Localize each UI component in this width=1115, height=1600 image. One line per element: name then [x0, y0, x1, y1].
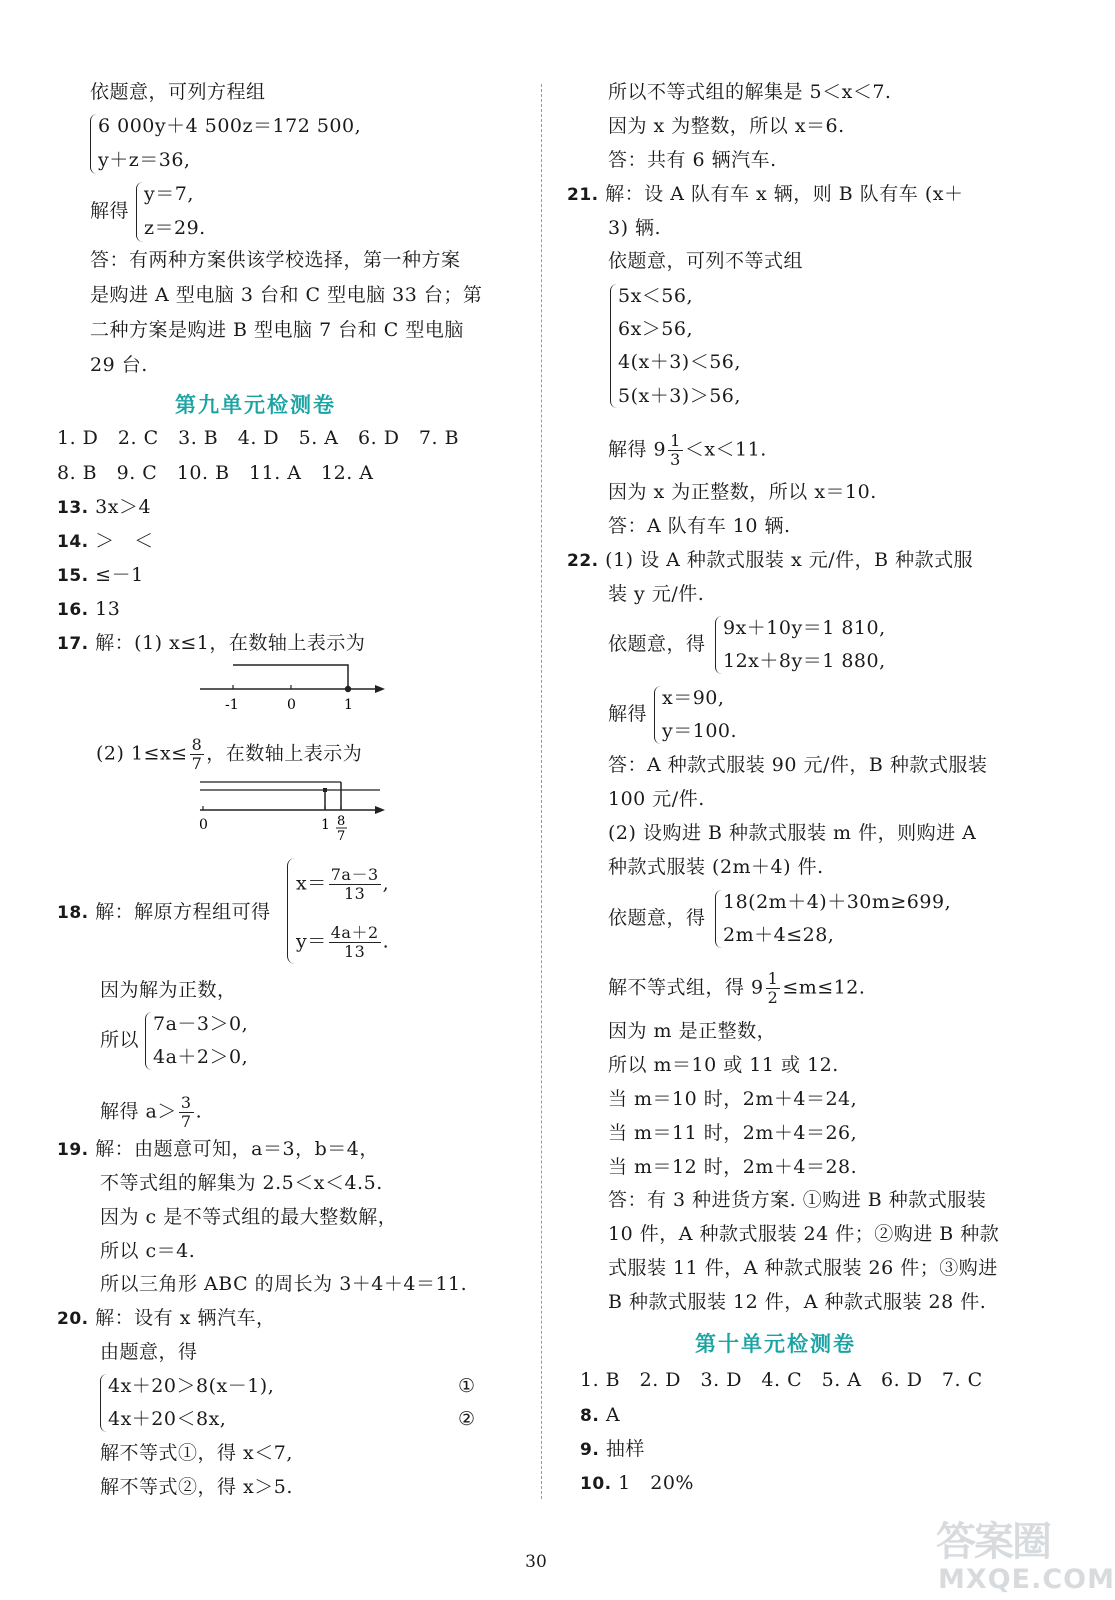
text-line: 答：A 队有车 10 辆. — [608, 515, 791, 537]
text: 解：设 A 队有车 x 辆，则 B 队有车 (x＋ — [605, 183, 964, 205]
question-22 — [567, 548, 973, 573]
numerator: 4a＋2 — [330, 923, 379, 942]
question-15 — [57, 563, 144, 588]
inequality: 18(2m＋4)＋30m≥699, — [723, 891, 952, 913]
question-20 — [57, 1306, 275, 1331]
equation: y＝100. — [662, 720, 738, 742]
question-9 — [580, 1437, 645, 1462]
denominator: 3 — [670, 450, 681, 469]
question-number: 8. — [580, 1406, 600, 1426]
question-17-part2 — [96, 736, 362, 773]
question-16 — [57, 597, 120, 622]
text-line: 100 元/件. — [608, 788, 705, 810]
equation: x＝90, — [662, 687, 725, 709]
text: 解得 9 — [608, 438, 667, 461]
tick-label: 0 — [199, 817, 208, 833]
inequality: 7a－3＞0, — [153, 1013, 249, 1035]
text-line: 因为 x 为整数，所以 x＝6. — [608, 115, 845, 137]
brace — [145, 1012, 152, 1070]
text-line: 是购进 A 型电脑 3 台和 C 型电脑 33 台；第 — [90, 284, 483, 306]
answer: A — [605, 1404, 621, 1426]
watermark-text: MXQE.COM — [938, 1564, 1115, 1595]
text-line — [100, 1094, 202, 1131]
tick-label: 1 — [344, 697, 353, 713]
answer: 3x＞4 — [95, 496, 152, 518]
column-divider — [541, 84, 542, 1499]
text-line: 答：A 种款式服装 90 元/件，B 种款式服装 — [608, 754, 988, 776]
numerator: 1 — [670, 431, 681, 450]
text-line: 种款式服装 (2m＋4) 件. — [608, 856, 824, 878]
brace — [136, 182, 143, 242]
text: ＜x＜11. — [684, 438, 767, 461]
axis-arrow — [375, 806, 385, 814]
text-line: 因为解为正数， — [100, 979, 237, 1001]
denominator: 13 — [343, 884, 366, 903]
question-19 — [57, 1137, 379, 1162]
text: 解不等式组，得 9 — [608, 976, 764, 999]
text-line: 所以 c＝4. — [100, 1240, 196, 1262]
inequality: 5x＜56, — [618, 285, 694, 307]
brace — [715, 890, 722, 948]
equation: y＝7, — [144, 183, 194, 205]
inequality: 4(x＋3)＜56, — [618, 351, 741, 373]
page-number: 30 — [525, 1552, 547, 1572]
number-line-2 — [195, 775, 395, 843]
text-line: 依题意，可列不等式组 — [608, 250, 804, 272]
text-line: 答：有两种方案供该学校选择，第一种方案 — [90, 249, 461, 271]
endpoint — [323, 788, 327, 792]
text-line: 答：共有 6 辆汽车. — [608, 149, 777, 171]
section-title: 第九单元检测卷 — [175, 393, 336, 417]
watermark-logo — [930, 1508, 1115, 1600]
text-line: 所以 — [100, 1029, 140, 1051]
fraction — [766, 970, 781, 1007]
numerator: 8 — [191, 735, 203, 754]
question-number: 16. — [57, 600, 89, 620]
text-line: 二种方案是购进 B 型电脑 7 台和 C 型电脑 — [90, 319, 464, 341]
text-line — [608, 432, 767, 469]
text: x＝ — [296, 872, 327, 895]
inequality: 4a＋2＞0, — [153, 1046, 249, 1068]
answer: ≤－1 — [95, 564, 144, 586]
equation: 9x＋10y＝1 810, — [723, 617, 886, 639]
text-line: 解不等式①，得 x＜7, — [100, 1442, 293, 1464]
numerator: 7a－3 — [330, 865, 379, 884]
text-line: 当 m＝11 时，2m＋4＝26, — [608, 1122, 858, 1144]
denominator: 7 — [191, 754, 203, 773]
text-line: (2) 设购进 B 种款式服装 m 件，则购进 A — [608, 822, 977, 844]
text: y＝ — [296, 930, 327, 953]
answer: 1 20% — [618, 1472, 694, 1494]
fraction — [329, 924, 381, 961]
text-line: 当 m＝10 时，2m＋4＝24, — [608, 1088, 858, 1110]
brace — [610, 284, 617, 408]
question-number: 19. — [57, 1140, 89, 1160]
text: . — [382, 930, 390, 953]
equation: 6 000y＋4 500z＝172 500, — [98, 115, 362, 137]
text-line: 所以 m＝10 或 11 或 12. — [608, 1054, 839, 1076]
question-10 — [580, 1471, 694, 1496]
equation: z＝29. — [144, 217, 206, 239]
equation-x — [296, 866, 389, 903]
fraction — [179, 1094, 194, 1131]
fraction — [190, 736, 205, 773]
section-title: 第十单元检测卷 — [695, 1332, 856, 1356]
text-line: 由题意，得 — [100, 1341, 198, 1363]
answer-row: 1. B 2. D 3. D 4. C 5. A 6. D 7. C — [580, 1369, 983, 1391]
numerator: 1 — [767, 969, 779, 988]
question-number: 20. — [57, 1309, 89, 1329]
text-line: 所以不等式组的解集是 5＜x＜7. — [608, 81, 892, 103]
text-line: 解得 — [90, 200, 130, 222]
question-number: 9. — [580, 1440, 600, 1460]
text-line: 因为 m 是正整数， — [608, 1020, 777, 1042]
text: ，在数轴上表示为 — [206, 742, 363, 765]
fraction — [668, 432, 683, 469]
question-number: 22. — [567, 551, 599, 571]
equation: 12x＋8y＝1 880, — [723, 650, 886, 672]
text: . — [195, 1100, 203, 1123]
answer: 13 — [95, 598, 121, 620]
question-number: 14. — [57, 532, 89, 552]
answer-row: 1. D 2. C 3. B 4. D 5. A 6. D 7. B — [57, 427, 460, 449]
tick-label: 1 — [321, 817, 330, 833]
tick-label: 7 — [337, 829, 346, 844]
text-line: 依题意，得 — [608, 907, 706, 929]
brace — [654, 686, 661, 744]
question-13 — [57, 495, 151, 520]
equation: y＋z＝36, — [98, 149, 191, 171]
text-line: 依题意，得 — [608, 633, 706, 655]
watermark-text: 答案圈 — [936, 1519, 1050, 1565]
solid-point — [345, 686, 351, 692]
question-number: 10. — [580, 1474, 612, 1494]
brace — [287, 858, 295, 964]
answer: 抽样 — [605, 1438, 645, 1460]
question-14 — [57, 529, 154, 554]
answer: ＞ ＜ — [95, 530, 154, 552]
numerator: 3 — [180, 1093, 192, 1112]
brace — [90, 114, 97, 174]
text-line: 因为 x 为正整数，所以 x＝10. — [608, 481, 877, 503]
brace — [100, 1374, 107, 1432]
text-line: 所以三角形 ABC 的周长为 3＋4＋4＝11. — [100, 1273, 468, 1295]
tick-label: -1 — [225, 697, 239, 713]
text-line: 当 m＝12 时，2m＋4＝28. — [608, 1156, 858, 1178]
question-21 — [567, 182, 963, 207]
question-18 — [57, 900, 271, 925]
question-number: 21. — [567, 185, 599, 205]
text: 解：由题意可知，a＝3，b＝4， — [95, 1138, 379, 1160]
text: , — [382, 872, 390, 895]
text: 解：设有 x 辆汽车， — [95, 1307, 276, 1329]
text-line — [608, 970, 865, 1007]
inequality: 6x＞56, — [618, 318, 694, 340]
text-line: 29 台. — [90, 354, 148, 376]
question-number: 18. — [57, 903, 89, 923]
text: (2) 1≤x≤ — [96, 742, 188, 765]
question-number: 15. — [57, 566, 89, 586]
text-line: B 种款式服装 12 件，A 种款式服装 28 件. — [608, 1291, 987, 1313]
question-17 — [57, 631, 365, 656]
text: (1) 设 A 种款式服装 x 元/件，B 种款式服 — [605, 549, 974, 571]
denominator: 7 — [180, 1112, 192, 1131]
circled-marker: ② — [458, 1408, 476, 1430]
circled-marker: ① — [458, 1375, 476, 1397]
text: ≤m≤12. — [782, 976, 866, 999]
inequality: 4x＋20＞8(x－1), — [108, 1375, 275, 1397]
text-line: 3) 辆. — [608, 217, 662, 239]
question-8 — [580, 1403, 620, 1428]
text: 解得 a＞ — [100, 1100, 177, 1123]
answer: 解：(1) x≤1，在数轴上表示为 — [95, 632, 366, 654]
number-line-1 — [195, 655, 395, 715]
axis-arrow — [375, 685, 385, 693]
text-line: 依题意，可列方程组 — [90, 81, 266, 103]
question-number: 13. — [57, 498, 89, 518]
text-line: 不等式组的解集为 2.5＜x＜4.5. — [100, 1172, 383, 1194]
text-line: 装 y 元/件. — [608, 583, 705, 605]
fraction — [329, 866, 381, 903]
text-line: 答：有 3 种进货方案. ①购进 B 种款式服装 — [608, 1189, 987, 1211]
denominator: 2 — [767, 988, 779, 1007]
tick-label: 0 — [287, 697, 296, 713]
question-number: 17. — [57, 634, 89, 654]
inequality: 4x＋20＜8x, — [108, 1408, 227, 1430]
text-line: 式服装 11 件，A 种款式服装 26 件；③购进 — [608, 1257, 998, 1279]
brace — [715, 616, 722, 674]
text-line: 10 件，A 种款式服装 24 件；②购进 B 种款 — [608, 1223, 1000, 1245]
text-line: 因为 c 是不等式组的最大整数解， — [100, 1206, 398, 1228]
text-line: 解得 — [608, 703, 648, 725]
answer-row: 8. B 9. C 10. B 11. A 12. A — [57, 462, 374, 484]
text-line: 解不等式②，得 x＞5. — [100, 1476, 293, 1498]
denominator: 13 — [344, 942, 366, 961]
tick-label: 8 — [337, 814, 346, 829]
text: 解：解原方程组可得 — [95, 901, 271, 923]
inequality: 5(x＋3)＞56, — [618, 385, 741, 407]
equation-y — [296, 924, 389, 961]
inequality: 2m＋4≤28, — [723, 924, 835, 946]
